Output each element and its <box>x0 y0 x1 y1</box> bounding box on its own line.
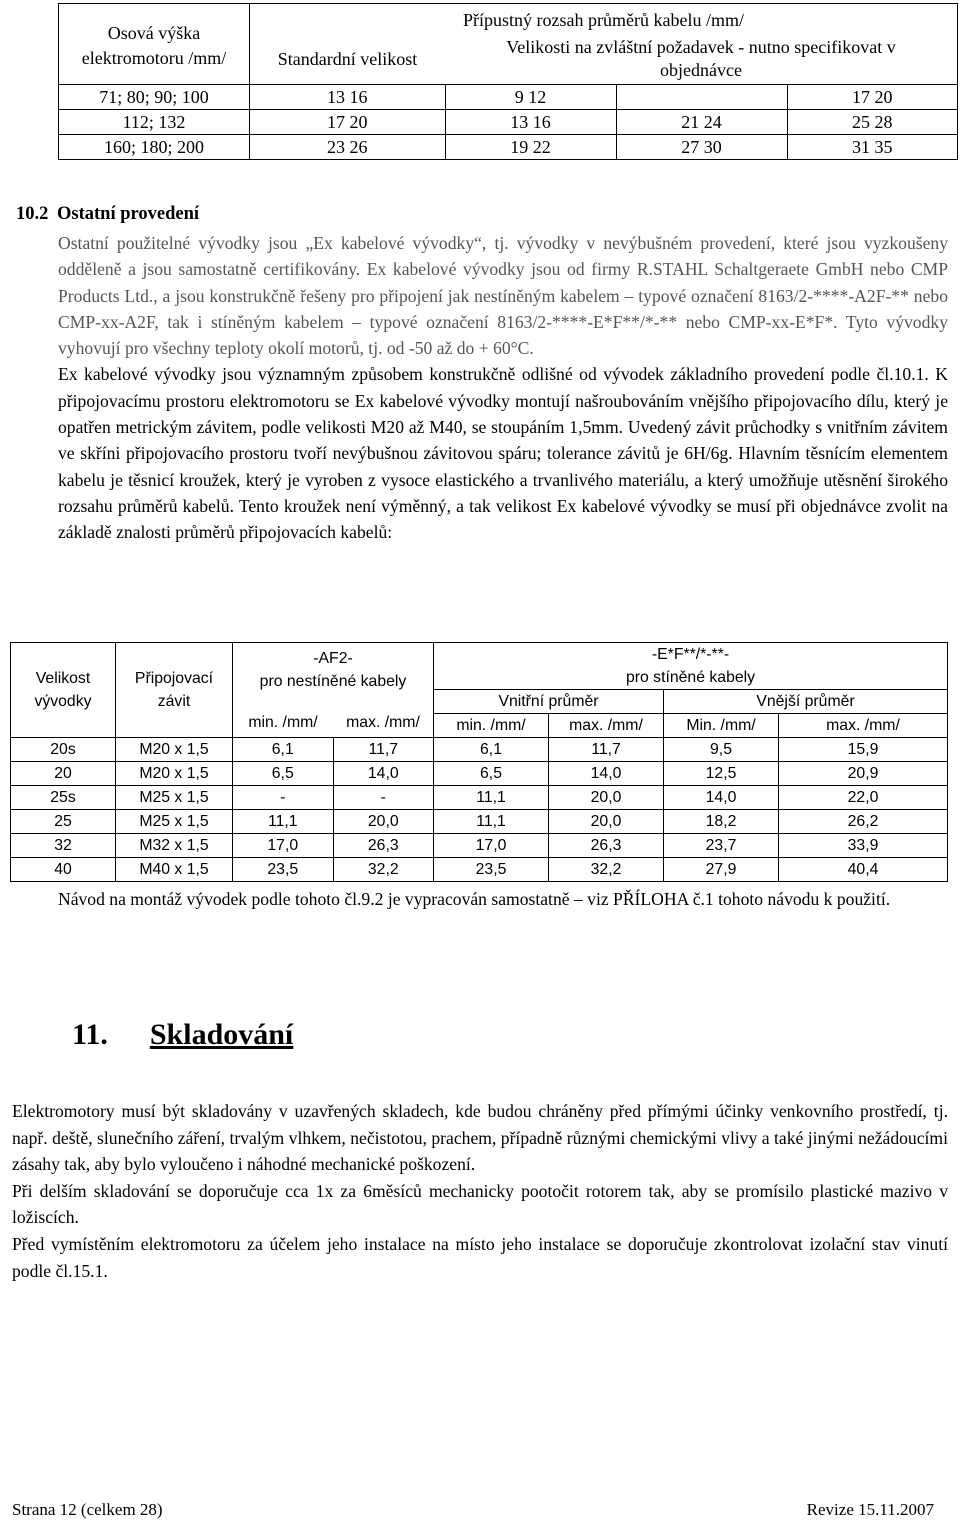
footer-revision: Revize 15.11.2007 <box>806 1500 934 1519</box>
header-special-sizes: Velikosti na zvláštní požadavek - nutno specifikovat v objednávce <box>445 36 958 85</box>
table-row: 32 M32 x 1,5 17,0 26,3 17,0 26,3 23,7 33,9 <box>11 834 948 858</box>
paragraph-storage: Elektromotory musí být skladovány v uzavřených skladech, kde budou chráněny před přímými účinky venkovního prostředí, tj. např. deště, slunečního záření, trvalým vlhkem, nečistotou, prachem, případně různými chemickými vlivy a také jinými nežádoucími zásahy tak, aby bylo vyloučeno i náhodné mechanické poškození. <box>12 1101 948 1175</box>
header-af2: -AF2- pro nestíněné kabely <box>233 643 434 714</box>
paragraph-before-installation: Před vymístěním elektromotoru za účelem jeho instalace na místo jeho instalace se doporučuje zkontrolovat izolační stav vinutí podle čl.15.1. <box>12 1233 948 1281</box>
table-row: 20s M20 x 1,5 6,1 11,7 6,1 11,7 9,5 15,9 <box>11 738 948 762</box>
header-thread: Připojovací závit <box>116 643 233 738</box>
ex-gland-table: Velikost vývodky Připojovací závit -AF2- pro nestíněné kabely -E*F**/*-**- pro stíněné kabely Vnitřní průměr Vnější průměr min. /mm/ max. /mm/ min. /mm/ max. /mm/ Min. /mm/ max. /mm/ 20s M20 x 1,5 6,1 11,7 6,1 11,7 9,5 15,9 20 M20 x 1,5 6,5 14,0 6,5 14,0 12,5 20,9 25s M25 x 1,5 - - 11,1 20,0 14,0 22,0 25 M25 x 1,5 11,1 20,0 11,1 20,0 18,2 26,2 32 M32 x 1,5 17,0 26,3 17,0 26,3 23,7 33,9 40 M40 x 1,5 23,5 32,2 23,5 32,2 27,9 40,4 <box>10 642 948 882</box>
paragraph-ex-gland-design: Ex kabelové vývodky jsou významným způsobem konstrukčně odlišné od vývodek základního provedení podle čl.10.1. K připojovacímu prostoru elektromotoru se Ex kabelové vývodky montují našroubováním vnějšího připojovacího dílu, který je opatřen metrickým závitem, podle velikosti M20 až M40, se stoupáním 1,5mm. Uvedený závit průchodky s vnitřním závitem ve skříni připojovacího prostoru tvoří nevýbušnou závitovou spáru; tolerance závitů je 6H/6g. Hlavním těsnícím elementem kabelu je těsnicí kroužek, který je vyroben z vysoce elastického a trvanlivého materiálu, a který umožňuje utěsnění širokého rozsahu průměrů kabelů. Tento kroužek není výměnný, a tak velikost Ex kabelové vývodky se musí při objednávce zvolit na základě znalosti průměrů připojovacích kabelů: <box>58 364 948 543</box>
table-row: 25 M25 x 1,5 11,1 20,0 11,1 20,0 18,2 26,2 <box>11 810 948 834</box>
header-inner-diameter: Vnitřní průměr <box>434 690 664 714</box>
cable-diameter-table <box>58 3 958 160</box>
section-10-2-body <box>58 230 948 546</box>
table-row: 40 M40 x 1,5 23,5 32,2 23,5 32,2 27,9 40,4 <box>11 858 948 882</box>
table-row: 20 M20 x 1,5 6,5 14,0 6,5 14,0 12,5 20,9 <box>11 762 948 786</box>
section-11-body <box>12 1098 948 1284</box>
table-row: 112; 132 17 20 13 16 21 24 25 28 <box>59 110 958 135</box>
header-permitted-range: Přípustný rozsah průměrů kabelu /mm/ <box>250 4 958 37</box>
header-standard-size: Standardní velikost <box>250 36 446 85</box>
header-gland-size: Velikost vývodky <box>11 643 116 738</box>
footer-page-number: Strana 12 (celkem 28) <box>12 1500 163 1519</box>
header-outer-diameter: Vnější průměr <box>664 690 948 714</box>
header-ef: -E*F**/*-**- pro stíněné kabely <box>434 643 948 690</box>
section-heading-10-2: 10.2 Ostatní provedení <box>16 204 200 224</box>
section-heading-11: 11. Skladování <box>72 1018 294 1051</box>
assembly-note: Návod na montáž vývodek podle tohoto čl.9.2 je vypracován samostatně – viz PŘÍLOHA č.1 tohoto návodu k použití. <box>58 889 891 909</box>
paragraph-long-storage: Při delším skladování se doporučuje cca 1x za 6měsíců mechanicky pootočit rotorem tak, aby se promísilo plastické mazivo v ložiscích. <box>12 1180 948 1228</box>
paragraph-other-glands: Ostatní použitelné vývodky jsou „Ex kabelové vývodky“, tj. vývodky v nevýbušném provedení, které jsou vyzkoušeny odděleně a jsou samostatně certifikovány. <box>58 233 948 280</box>
header-axis-height: Osová výška elektromotoru /mm/ <box>59 4 250 85</box>
table-row: 71; 80; 90; 100 13 16 9 12 17 20 <box>59 85 958 110</box>
paragraph-manufacturers: Ex kabelové vývodky jsou od firmy R.STAHL Schaltgeraete GmbH nebo CMP Products Ltd., a jsou konstrukčně řešeny pro připojení jak nestíněným kabelem – typové označení 8163/2-****-A2F-** nebo CMP-xx-A2F, tak i stíněným kabelem – typové označení 8163/2-****-E*F**/*-** nebo CMP-xx-E*F*. Tyto vývodky vyhovují pro všechny teploty okolí motorů, tj. od -50 až do + 60°C. <box>58 259 948 359</box>
table-row: 25s M25 x 1,5 - - 11,1 20,0 14,0 22,0 <box>11 786 948 810</box>
table-row: 160; 180; 200 23 26 19 22 27 30 31 35 <box>59 135 958 160</box>
